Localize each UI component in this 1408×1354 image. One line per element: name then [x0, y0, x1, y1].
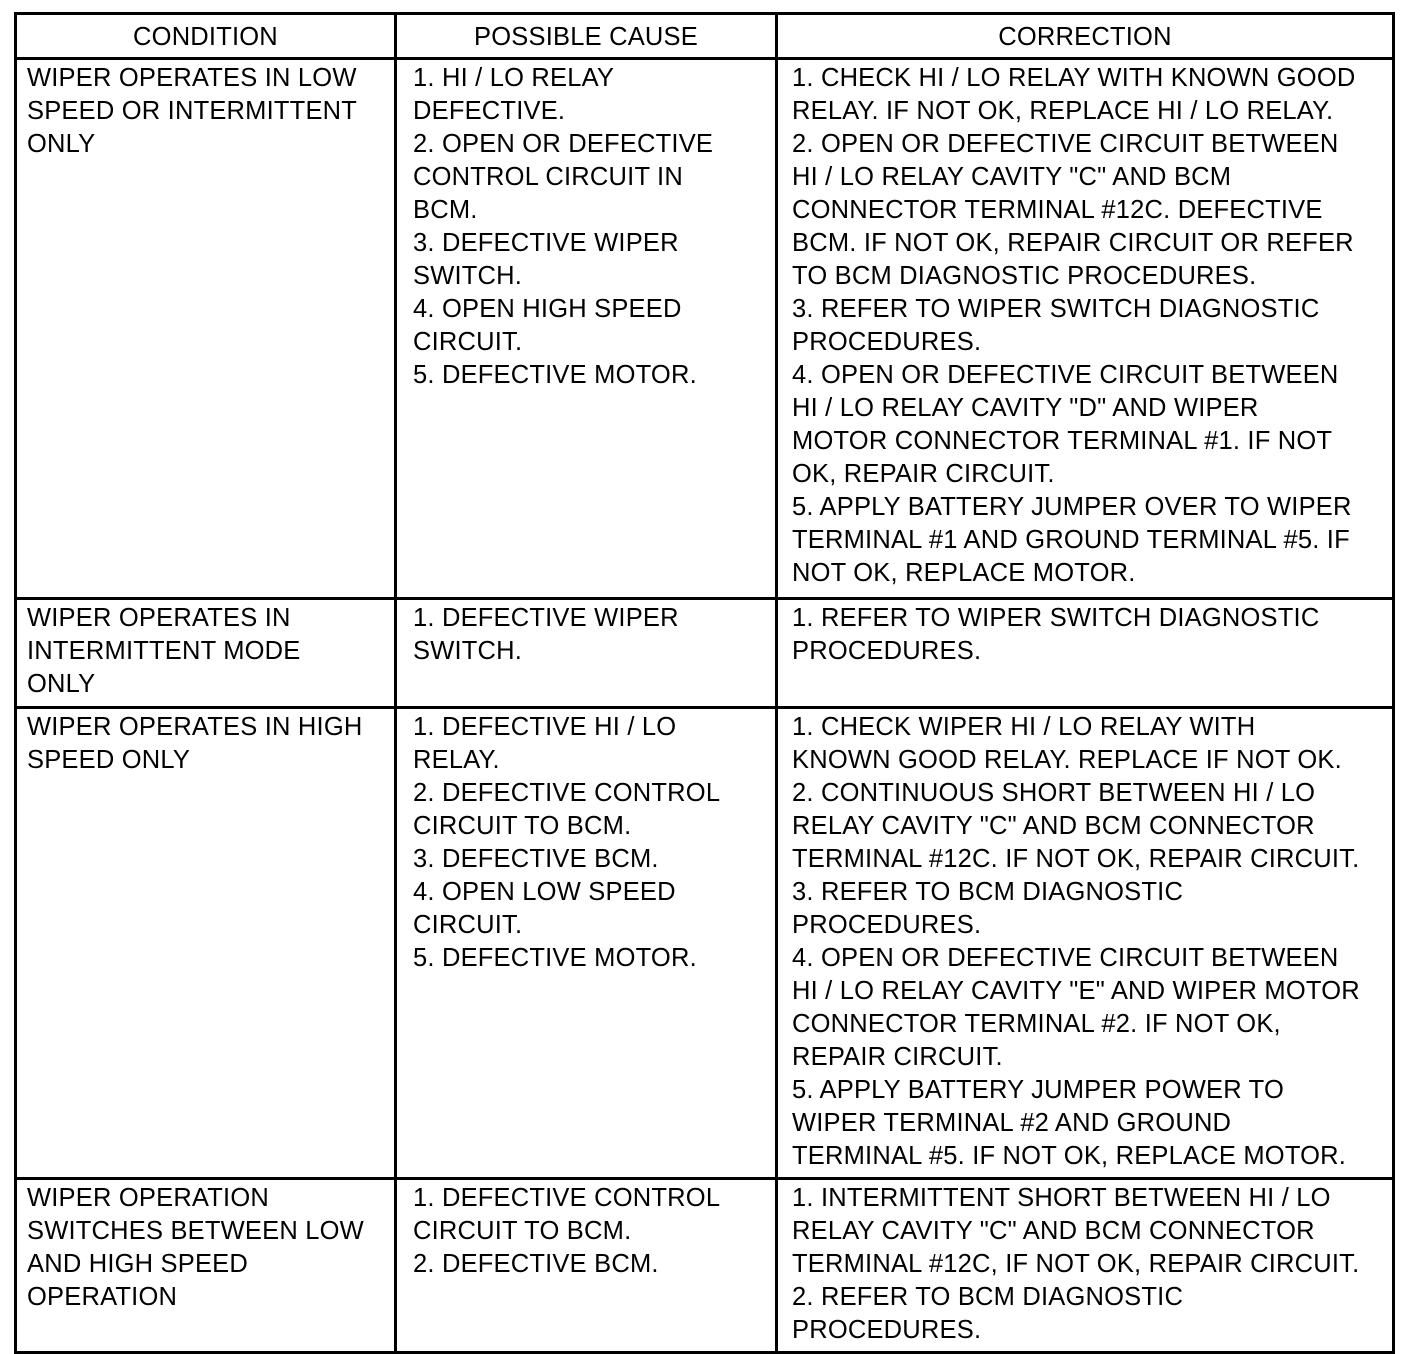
- table-row: [16, 599, 1394, 708]
- cell-line: CIRCUIT.: [413, 911, 523, 939]
- cell-line: WIPER OPERATES IN HIGH: [27, 713, 363, 741]
- cell-line: 3. DEFECTIVE BCM.: [413, 845, 659, 873]
- cell-line: 2. REFER TO BCM DIAGNOSTIC: [792, 1283, 1184, 1311]
- cell-line: SWITCH.: [413, 262, 523, 290]
- header-correction: CORRECTION: [777, 14, 1394, 59]
- header-condition: CONDITION: [16, 14, 396, 59]
- cell-line: 1. HI / LO RELAY: [413, 64, 615, 92]
- condition-cell: [16, 1179, 396, 1353]
- cell-line: RELAY.: [413, 746, 500, 774]
- cell-line: SWITCHES BETWEEN LOW: [27, 1217, 364, 1245]
- condition-cell: [16, 59, 396, 599]
- possible-cause-cell: [396, 708, 777, 1179]
- cell-line: BCM.: [413, 196, 478, 224]
- cell-line: 2. OPEN OR DEFECTIVE CIRCUIT BETWEEN: [792, 130, 1339, 158]
- cell-line: CONTROL CIRCUIT IN: [413, 163, 683, 191]
- cell-line: WIPER TERMINAL #2 AND GROUND: [792, 1109, 1232, 1137]
- correction-cell: [777, 59, 1394, 599]
- cell-line: 1. DEFECTIVE HI / LO: [413, 713, 677, 741]
- cell-line: HI / LO RELAY CAVITY "D" AND WIPER: [792, 394, 1259, 422]
- cell-line: 5. DEFECTIVE MOTOR.: [413, 361, 697, 389]
- cell-line: SWITCH.: [413, 637, 523, 665]
- cell-line: 2. DEFECTIVE BCM.: [413, 1250, 659, 1278]
- cell-line: 1. DEFECTIVE CONTROL: [413, 1184, 721, 1212]
- cell-line: 3. REFER TO BCM DIAGNOSTIC: [792, 878, 1184, 906]
- table-row: [16, 59, 1394, 599]
- header-row: [16, 14, 1394, 59]
- cell-line: SPEED ONLY: [27, 746, 191, 774]
- cell-line: 4. OPEN HIGH SPEED: [413, 295, 682, 323]
- cell-line: 5. DEFECTIVE MOTOR.: [413, 944, 697, 972]
- cell-line: CIRCUIT.: [413, 328, 523, 356]
- cell-line: 2. DEFECTIVE CONTROL: [413, 779, 721, 807]
- cell-line: 3. REFER TO WIPER SWITCH DIAGNOSTIC: [792, 295, 1320, 323]
- cell-line: 4. OPEN OR DEFECTIVE CIRCUIT BETWEEN: [792, 361, 1339, 389]
- cell-line: TERMINAL #5. IF NOT OK, REPLACE MOTOR.: [792, 1142, 1347, 1170]
- cell-line: 2. OPEN OR DEFECTIVE: [413, 130, 714, 158]
- possible-cause-cell: [396, 1179, 777, 1353]
- cell-line: TERMINAL #1 AND GROUND TERMINAL #5. IF: [792, 526, 1350, 554]
- cell-line: KNOWN GOOD RELAY. REPLACE IF NOT OK.: [792, 746, 1342, 774]
- cell-line: 1. CHECK WIPER HI / LO RELAY WITH: [792, 713, 1256, 741]
- correction-cell: [777, 1179, 1394, 1353]
- cell-line: 1. DEFECTIVE WIPER: [413, 604, 679, 632]
- cell-line: PROCEDURES.: [792, 328, 982, 356]
- cell-line: INTERMITTENT MODE: [27, 637, 301, 665]
- cell-line: TERMINAL #12C. IF NOT OK, REPAIR CIRCUIT.: [792, 845, 1360, 873]
- cell-line: 1. CHECK HI / LO RELAY WITH KNOWN GOOD: [792, 64, 1356, 92]
- cell-line: OK, REPAIR CIRCUIT.: [792, 460, 1055, 488]
- cell-line: TERMINAL #12C, IF NOT OK, REPAIR CIRCUIT.: [792, 1250, 1360, 1278]
- cell-line: WIPER OPERATES IN LOW: [27, 64, 357, 92]
- cell-line: 5. APPLY BATTERY JUMPER POWER TO: [792, 1076, 1284, 1104]
- cell-line: 3. DEFECTIVE WIPER: [413, 229, 679, 257]
- cell-line: CONNECTOR TERMINAL #2. IF NOT OK,: [792, 1010, 1281, 1038]
- cell-line: PROCEDURES.: [792, 637, 982, 665]
- cell-line: RELAY CAVITY "C" AND BCM CONNECTOR: [792, 1217, 1315, 1245]
- cell-line: DEFECTIVE.: [413, 97, 566, 125]
- cell-line: OPERATION: [27, 1283, 178, 1311]
- cell-line: HI / LO RELAY CAVITY "E" AND WIPER MOTOR: [792, 977, 1360, 1005]
- table-header: [16, 14, 1394, 59]
- cell-line: HI / LO RELAY CAVITY "C" AND BCM: [792, 163, 1232, 191]
- diagnosis-table: [14, 12, 1395, 1354]
- header-possible-cause: POSSIBLE CAUSE: [396, 14, 777, 59]
- cell-line: SPEED OR INTERMITTENT: [27, 97, 358, 125]
- cell-line: REPAIR CIRCUIT.: [792, 1043, 1003, 1071]
- cell-line: ONLY: [27, 670, 96, 698]
- possible-cause-cell: [396, 59, 777, 599]
- correction-cell: [777, 599, 1394, 708]
- cell-line: PROCEDURES.: [792, 911, 982, 939]
- cell-line: 1. INTERMITTENT SHORT BETWEEN HI / LO: [792, 1184, 1331, 1212]
- cell-line: TO BCM DIAGNOSTIC PROCEDURES.: [792, 262, 1257, 290]
- cell-line: AND HIGH SPEED: [27, 1250, 249, 1278]
- condition-cell: [16, 599, 396, 708]
- cell-line: RELAY CAVITY "C" AND BCM CONNECTOR: [792, 812, 1315, 840]
- cell-line: WIPER OPERATION: [27, 1184, 269, 1212]
- correction-cell: [777, 708, 1394, 1179]
- cell-line: BCM. IF NOT OK, REPAIR CIRCUIT OR REFER: [792, 229, 1354, 257]
- cell-line: WIPER OPERATES IN: [27, 604, 291, 632]
- possible-cause-cell: [396, 599, 777, 708]
- cell-line: 4. OPEN OR DEFECTIVE CIRCUIT BETWEEN: [792, 944, 1339, 972]
- cell-line: NOT OK, REPLACE MOTOR.: [792, 559, 1136, 587]
- cell-line: PROCEDURES.: [792, 1316, 982, 1344]
- cell-line: CONNECTOR TERMINAL #12C. DEFECTIVE: [792, 196, 1323, 224]
- cell-line: MOTOR CONNECTOR TERMINAL #1. IF NOT: [792, 427, 1333, 455]
- cell-line: 1. REFER TO WIPER SWITCH DIAGNOSTIC: [792, 604, 1320, 632]
- table-row: [16, 708, 1394, 1179]
- cell-line: RELAY. IF NOT OK, REPLACE HI / LO RELAY.: [792, 97, 1334, 125]
- table-row: [16, 1179, 1394, 1353]
- cell-line: 4. OPEN LOW SPEED: [413, 878, 676, 906]
- cell-line: CIRCUIT TO BCM.: [413, 1217, 632, 1245]
- cell-line: 5. APPLY BATTERY JUMPER OVER TO WIPER: [792, 493, 1352, 521]
- cell-line: ONLY: [27, 130, 96, 158]
- table-body: [16, 59, 1394, 1353]
- cell-line: CIRCUIT TO BCM.: [413, 812, 632, 840]
- cell-line: 2. CONTINUOUS SHORT BETWEEN HI / LO: [792, 779, 1316, 807]
- condition-cell: [16, 708, 396, 1179]
